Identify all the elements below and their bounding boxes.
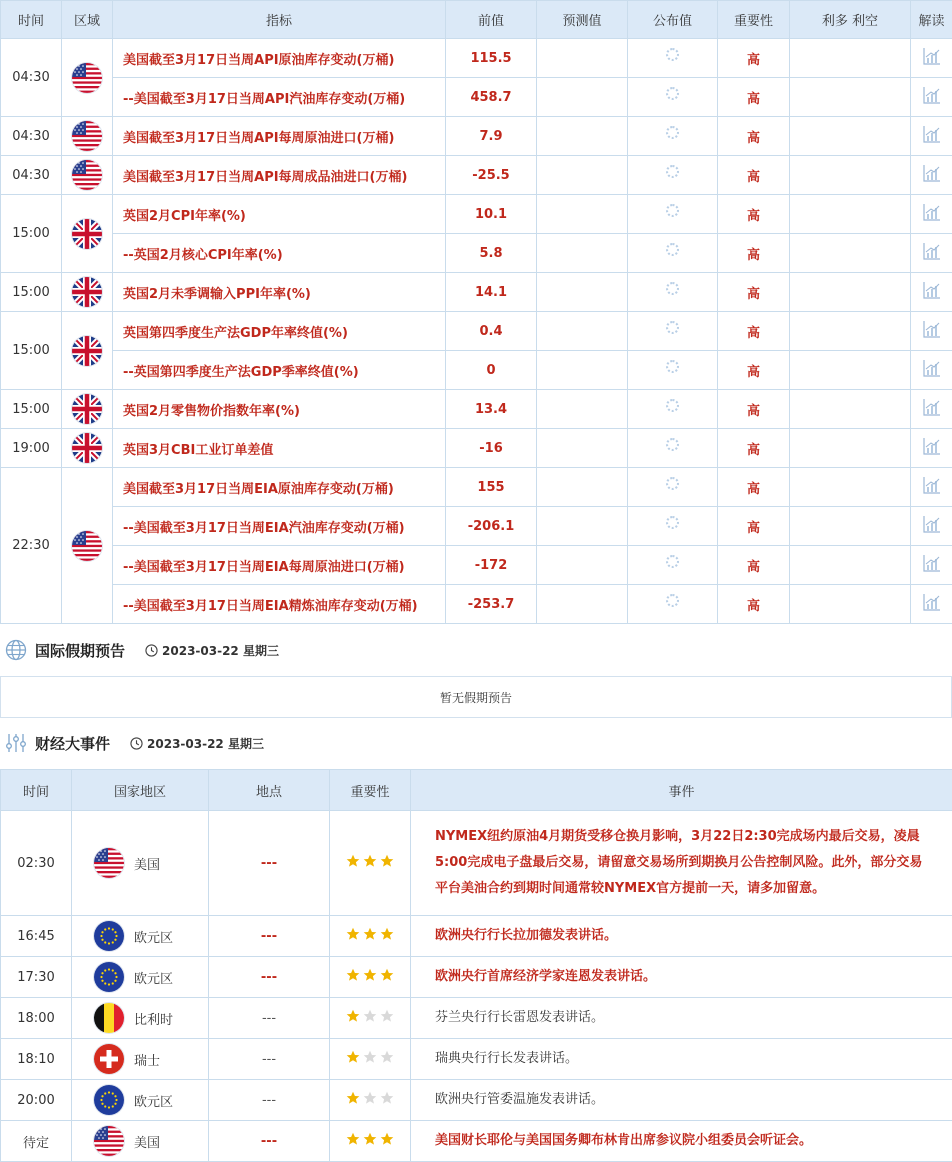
uk-flag: [72, 219, 102, 249]
event-description[interactable]: NYMEX纽约原油4月期货受移仓换月影响，3月22日2:30完成场内最后交易，凌晨5:00完成电子盘最后交易，请留意交易场所到期换月公告控制风险。此外，部分交易平台美油合约到期时间通常较NYMEX官方提前一天，请多加留意。: [411, 811, 952, 916]
time-cell: 04:30: [1, 117, 62, 156]
indicator-name[interactable]: 美国截至3月17日当周API每周原油进口(万桶): [113, 117, 446, 156]
event-country-cell: [72, 1080, 209, 1121]
star-icon: [346, 968, 360, 986]
previous-value: -172: [446, 546, 537, 585]
chart-icon[interactable]: [922, 553, 942, 577]
calendar-row: [1, 351, 952, 390]
calendar-row: [1, 585, 952, 624]
previous-value: 5.8: [446, 234, 537, 273]
events-date: [130, 735, 264, 752]
region-cell: [62, 273, 113, 312]
actual-value: [628, 273, 718, 312]
indicator-name[interactable]: --美国截至3月17日当周EIA精炼油库存变动(万桶): [113, 585, 446, 624]
previous-value: 458.7: [446, 78, 537, 117]
actual-value: [628, 546, 718, 585]
chart-icon[interactable]: [922, 358, 942, 382]
event-country: 比利时: [134, 1012, 174, 1028]
importance-value: 高: [718, 507, 790, 546]
chart-icon[interactable]: [922, 46, 942, 70]
importance-value: 高: [718, 351, 790, 390]
calendar-row: [1, 468, 952, 507]
event-description[interactable]: 欧洲央行行长拉加德发表讲话。: [411, 916, 952, 957]
importance-value: 高: [718, 78, 790, 117]
events-section-header: [0, 717, 952, 769]
analysis-cell[interactable]: [911, 429, 952, 468]
event-importance: [330, 1121, 411, 1162]
forecast-value: [537, 390, 628, 429]
time-cell: 22:30: [1, 468, 62, 624]
loading-icon: [666, 594, 679, 607]
star-icon: [363, 1091, 377, 1109]
calendar-row: [1, 546, 952, 585]
event-row: [1, 998, 952, 1039]
previous-value: -25.5: [446, 156, 537, 195]
loading-icon: [666, 516, 679, 529]
uk-flag: [72, 336, 102, 366]
event-row: [1, 957, 952, 998]
impact-value: [790, 546, 911, 585]
forecast-value: [537, 585, 628, 624]
event-importance: [330, 916, 411, 957]
actual-value: [628, 507, 718, 546]
event-country: 瑞士: [134, 1053, 161, 1069]
event-row: [1, 1080, 952, 1121]
ch-flag: [94, 1044, 124, 1074]
analysis-cell[interactable]: [911, 468, 952, 507]
previous-value: 0: [446, 351, 537, 390]
importance-stars: [346, 854, 394, 872]
star-icon: [363, 968, 377, 986]
importance-value: 高: [718, 273, 790, 312]
actual-value: [628, 156, 718, 195]
event-place: ---: [209, 998, 330, 1039]
chart-icon[interactable]: [922, 85, 942, 109]
importance-value: 高: [718, 156, 790, 195]
event-description[interactable]: 瑞典央行行长发表讲话。: [411, 1039, 952, 1080]
actual-value: [628, 429, 718, 468]
actual-value: [628, 234, 718, 273]
chart-icon[interactable]: [922, 436, 942, 460]
forecast-value: [537, 273, 628, 312]
forecast-value: [537, 156, 628, 195]
us-flag: [72, 121, 102, 151]
analysis-cell[interactable]: [911, 234, 952, 273]
importance-stars: [346, 927, 394, 945]
calendar-row: [1, 78, 952, 117]
calendar-row: [1, 273, 952, 312]
chart-icon[interactable]: [922, 514, 942, 538]
importance-value: 高: [718, 546, 790, 585]
star-icon: [380, 1050, 394, 1068]
analysis-cell[interactable]: [911, 78, 952, 117]
chart-icon[interactable]: [922, 592, 942, 616]
clock-icon: [130, 737, 143, 750]
loading-icon: [666, 399, 679, 412]
calendar-row: [1, 234, 952, 273]
star-icon: [380, 1091, 394, 1109]
event-time: 02:30: [1, 811, 72, 916]
loading-icon: [666, 360, 679, 373]
region-cell: [62, 390, 113, 429]
event-country: 欧元区: [134, 1094, 174, 1110]
forecast-value: [537, 507, 628, 546]
impact-value: [790, 273, 911, 312]
time-cell: 15:00: [1, 390, 62, 429]
indicator-name[interactable]: --美国截至3月17日当周EIA汽油库存变动(万桶): [113, 507, 446, 546]
calendar-row: [1, 312, 952, 351]
forecast-value: [537, 234, 628, 273]
importance-stars: [346, 1132, 394, 1150]
impact-value: [790, 351, 911, 390]
star-icon: [346, 854, 360, 872]
analysis-cell[interactable]: [911, 39, 952, 78]
impact-value: [790, 195, 911, 234]
actual-value: [628, 39, 718, 78]
forecast-value: [537, 468, 628, 507]
impact-value: [790, 468, 911, 507]
region-cell: [62, 468, 113, 624]
calendar-header-row: [1, 1, 952, 39]
analysis-cell[interactable]: [911, 351, 952, 390]
importance-value: 高: [718, 312, 790, 351]
star-icon: [346, 1091, 360, 1109]
impact-value: [790, 585, 911, 624]
financial-events-table: [0, 769, 952, 1162]
uk-flag: [72, 394, 102, 424]
indicator-name[interactable]: 英国2月零售物价指数年率(%): [113, 390, 446, 429]
previous-value: 13.4: [446, 390, 537, 429]
loading-icon: [666, 438, 679, 451]
event-row: [1, 811, 952, 916]
event-country-cell: [72, 1121, 209, 1162]
event-country: 欧元区: [134, 971, 174, 987]
event-time: 18:10: [1, 1039, 72, 1080]
loading-icon: [666, 243, 679, 256]
time-cell: 15:00: [1, 273, 62, 312]
holiday-empty-text: 暂无假期预告: [439, 690, 512, 705]
indicator-name[interactable]: 美国截至3月17日当周API每周成品油进口(万桶): [113, 156, 446, 195]
uk-flag: [72, 277, 102, 307]
star-icon: [363, 927, 377, 945]
indicator-name[interactable]: 美国截至3月17日当周API原油库存变动(万桶): [113, 39, 446, 78]
analysis-cell[interactable]: [911, 195, 952, 234]
importance-value: 高: [718, 429, 790, 468]
previous-value: 155: [446, 468, 537, 507]
region-cell: [62, 312, 113, 390]
indicator-name[interactable]: 英国2月未季调输入PPI年率(%): [113, 273, 446, 312]
us-flag: [72, 160, 102, 190]
eu-flag: [94, 921, 124, 951]
ev-col-event: 事件: [411, 770, 952, 811]
event-description[interactable]: 美国财长耶伦与美国国务卿布林肯出席参议院小组委员会听证会。: [411, 1121, 952, 1162]
importance-value: 高: [718, 390, 790, 429]
region-cell: [62, 195, 113, 273]
event-row: [1, 916, 952, 957]
ev-col-country: 国家地区: [72, 770, 209, 811]
forecast-value: [537, 39, 628, 78]
event-country-cell: [72, 998, 209, 1039]
time-cell: 15:00: [1, 312, 62, 390]
actual-value: [628, 468, 718, 507]
indicator-name[interactable]: --英国第四季度生产法GDP季率终值(%): [113, 351, 446, 390]
region-cell: [62, 429, 113, 468]
region-cell: [62, 39, 113, 117]
indicator-name[interactable]: 美国截至3月17日当周EIA原油库存变动(万桶): [113, 468, 446, 507]
star-icon: [380, 968, 394, 986]
star-icon: [380, 854, 394, 872]
analysis-cell[interactable]: [911, 273, 952, 312]
col-forecast: 预测值: [537, 1, 628, 39]
star-icon: [363, 854, 377, 872]
impact-value: [790, 78, 911, 117]
loading-icon: [666, 204, 679, 217]
previous-value: 115.5: [446, 39, 537, 78]
event-row: [1, 1121, 952, 1162]
be-flag: [94, 1003, 124, 1033]
holiday-empty-box: [0, 676, 952, 718]
time-cell: 04:30: [1, 39, 62, 117]
forecast-value: [537, 429, 628, 468]
impact-value: [790, 39, 911, 78]
chart-icon[interactable]: [922, 397, 942, 421]
event-row: [1, 1039, 952, 1080]
eu-flag: [94, 962, 124, 992]
col-region: 区域: [62, 1, 113, 39]
event-country: 美国: [134, 1135, 161, 1151]
importance-value: 高: [718, 585, 790, 624]
importance-stars: [346, 968, 394, 986]
col-time: 时间: [1, 1, 62, 39]
actual-value: [628, 585, 718, 624]
importance-stars: [346, 1050, 394, 1068]
event-importance: [330, 957, 411, 998]
event-importance: [330, 998, 411, 1039]
star-icon: [380, 1009, 394, 1027]
indicator-name[interactable]: --美国截至3月17日当周API汽油库存变动(万桶): [113, 78, 446, 117]
col-analysis: 解读: [911, 1, 952, 39]
previous-value: -16: [446, 429, 537, 468]
impact-value: [790, 234, 911, 273]
event-time: 17:30: [1, 957, 72, 998]
col-importance: 重要性: [718, 1, 790, 39]
loading-icon: [666, 48, 679, 61]
impact-value: [790, 390, 911, 429]
event-importance: [330, 1080, 411, 1121]
col-impact: 利多 利空: [790, 1, 911, 39]
impact-value: [790, 429, 911, 468]
event-time: 20:00: [1, 1080, 72, 1121]
chart-icon[interactable]: [922, 163, 942, 187]
analysis-cell[interactable]: [911, 585, 952, 624]
calendar-row: [1, 390, 952, 429]
analysis-cell[interactable]: [911, 117, 952, 156]
us-flag: [72, 531, 102, 561]
calendar-row: [1, 507, 952, 546]
actual-value: [628, 195, 718, 234]
forecast-value: [537, 195, 628, 234]
event-country: 欧元区: [134, 930, 174, 946]
star-icon: [363, 1050, 377, 1068]
event-description[interactable]: 欧洲央行管委温施发表讲话。: [411, 1080, 952, 1121]
ev-col-time: 时间: [1, 770, 72, 811]
event-country-cell: [72, 957, 209, 998]
chart-icon[interactable]: [922, 124, 942, 148]
importance-stars: [346, 1009, 394, 1027]
event-time: 待定: [1, 1121, 72, 1162]
analysis-cell[interactable]: [911, 546, 952, 585]
event-importance: [330, 1039, 411, 1080]
event-place: ---: [209, 957, 330, 998]
analysis-cell[interactable]: [911, 156, 952, 195]
impact-value: [790, 117, 911, 156]
indicator-name[interactable]: 英国2月CPI年率(%): [113, 195, 446, 234]
uk-flag: [72, 433, 102, 463]
actual-value: [628, 390, 718, 429]
analysis-cell[interactable]: [911, 312, 952, 351]
event-place: ---: [209, 1121, 330, 1162]
importance-value: 高: [718, 117, 790, 156]
calendar-row: [1, 429, 952, 468]
star-icon: [346, 1050, 360, 1068]
event-country: 美国: [134, 857, 161, 873]
actual-value: [628, 312, 718, 351]
analysis-cell[interactable]: [911, 507, 952, 546]
events-title: 财经大事件: [35, 734, 111, 753]
globe-icon: [5, 639, 27, 661]
previous-value: -253.7: [446, 585, 537, 624]
events-header-row: [1, 770, 952, 811]
ev-col-importance: 重要性: [330, 770, 411, 811]
events-date-text: 2023-03-22 星期三: [147, 736, 264, 751]
forecast-value: [537, 78, 628, 117]
impact-value: [790, 507, 911, 546]
chart-icon[interactable]: [922, 241, 942, 265]
importance-value: 高: [718, 195, 790, 234]
region-cell: [62, 117, 113, 156]
chart-icon[interactable]: [922, 475, 942, 499]
star-icon: [380, 1132, 394, 1150]
col-previous: 前值: [446, 1, 537, 39]
star-icon: [363, 1132, 377, 1150]
star-icon: [346, 1132, 360, 1150]
loading-icon: [666, 87, 679, 100]
importance-value: 高: [718, 234, 790, 273]
calendar-row: [1, 156, 952, 195]
star-icon: [380, 927, 394, 945]
loading-icon: [666, 282, 679, 295]
chart-icon[interactable]: [922, 280, 942, 304]
previous-value: 0.4: [446, 312, 537, 351]
forecast-value: [537, 351, 628, 390]
holiday-section-header: [0, 624, 952, 676]
previous-value: -206.1: [446, 507, 537, 546]
us-flag: [94, 1126, 124, 1156]
impact-value: [790, 156, 911, 195]
importance-value: 高: [718, 39, 790, 78]
indicator-name[interactable]: 英国3月CBI工业订单差值: [113, 429, 446, 468]
loading-icon: [666, 555, 679, 568]
event-description[interactable]: 芬兰央行行长雷恩发表讲话。: [411, 998, 952, 1039]
previous-value: 14.1: [446, 273, 537, 312]
event-place: ---: [209, 916, 330, 957]
indicator-name[interactable]: 英国第四季度生产法GDP年率终值(%): [113, 312, 446, 351]
loading-icon: [666, 321, 679, 334]
star-icon: [346, 927, 360, 945]
us-flag: [94, 848, 124, 878]
importance-stars: [346, 1091, 394, 1109]
chart-icon[interactable]: [922, 319, 942, 343]
actual-value: [628, 78, 718, 117]
time-cell: 19:00: [1, 429, 62, 468]
loading-icon: [666, 477, 679, 490]
clock-icon: [145, 644, 158, 657]
event-description[interactable]: 欧洲央行首席经济学家连恩发表讲话。: [411, 957, 952, 998]
sliders-icon: [5, 732, 27, 754]
event-importance: [330, 811, 411, 916]
time-cell: 15:00: [1, 195, 62, 273]
previous-value: 10.1: [446, 195, 537, 234]
region-cell: [62, 156, 113, 195]
actual-value: [628, 117, 718, 156]
event-place: ---: [209, 1039, 330, 1080]
loading-icon: [666, 165, 679, 178]
star-icon: [346, 1009, 360, 1027]
indicator-name[interactable]: --美国截至3月17日当周EIA每周原油进口(万桶): [113, 546, 446, 585]
chart-icon[interactable]: [922, 202, 942, 226]
time-cell: 04:30: [1, 156, 62, 195]
col-actual: 公布值: [628, 1, 718, 39]
event-country-cell: [72, 811, 209, 916]
event-country-cell: [72, 1039, 209, 1080]
calendar-row: [1, 39, 952, 78]
loading-icon: [666, 126, 679, 139]
indicator-name[interactable]: --英国2月核心CPI年率(%): [113, 234, 446, 273]
event-time: 16:45: [1, 916, 72, 957]
actual-value: [628, 351, 718, 390]
event-time: 18:00: [1, 998, 72, 1039]
ev-col-place: 地点: [209, 770, 330, 811]
event-place: ---: [209, 1080, 330, 1121]
star-icon: [363, 1009, 377, 1027]
holiday-date-text: 2023-03-22 星期三: [162, 643, 279, 658]
analysis-cell[interactable]: [911, 390, 952, 429]
forecast-value: [537, 312, 628, 351]
impact-value: [790, 312, 911, 351]
holiday-date: [145, 642, 279, 659]
event-country-cell: [72, 916, 209, 957]
previous-value: 7.9: [446, 117, 537, 156]
col-indicator: 指标: [113, 1, 446, 39]
calendar-row: [1, 117, 952, 156]
event-place: ---: [209, 811, 330, 916]
forecast-value: [537, 546, 628, 585]
eu-flag: [94, 1085, 124, 1115]
forecast-value: [537, 117, 628, 156]
us-flag: [72, 63, 102, 93]
calendar-row: [1, 195, 952, 234]
holiday-title: 国际假期预告: [35, 641, 126, 660]
importance-value: 高: [718, 468, 790, 507]
